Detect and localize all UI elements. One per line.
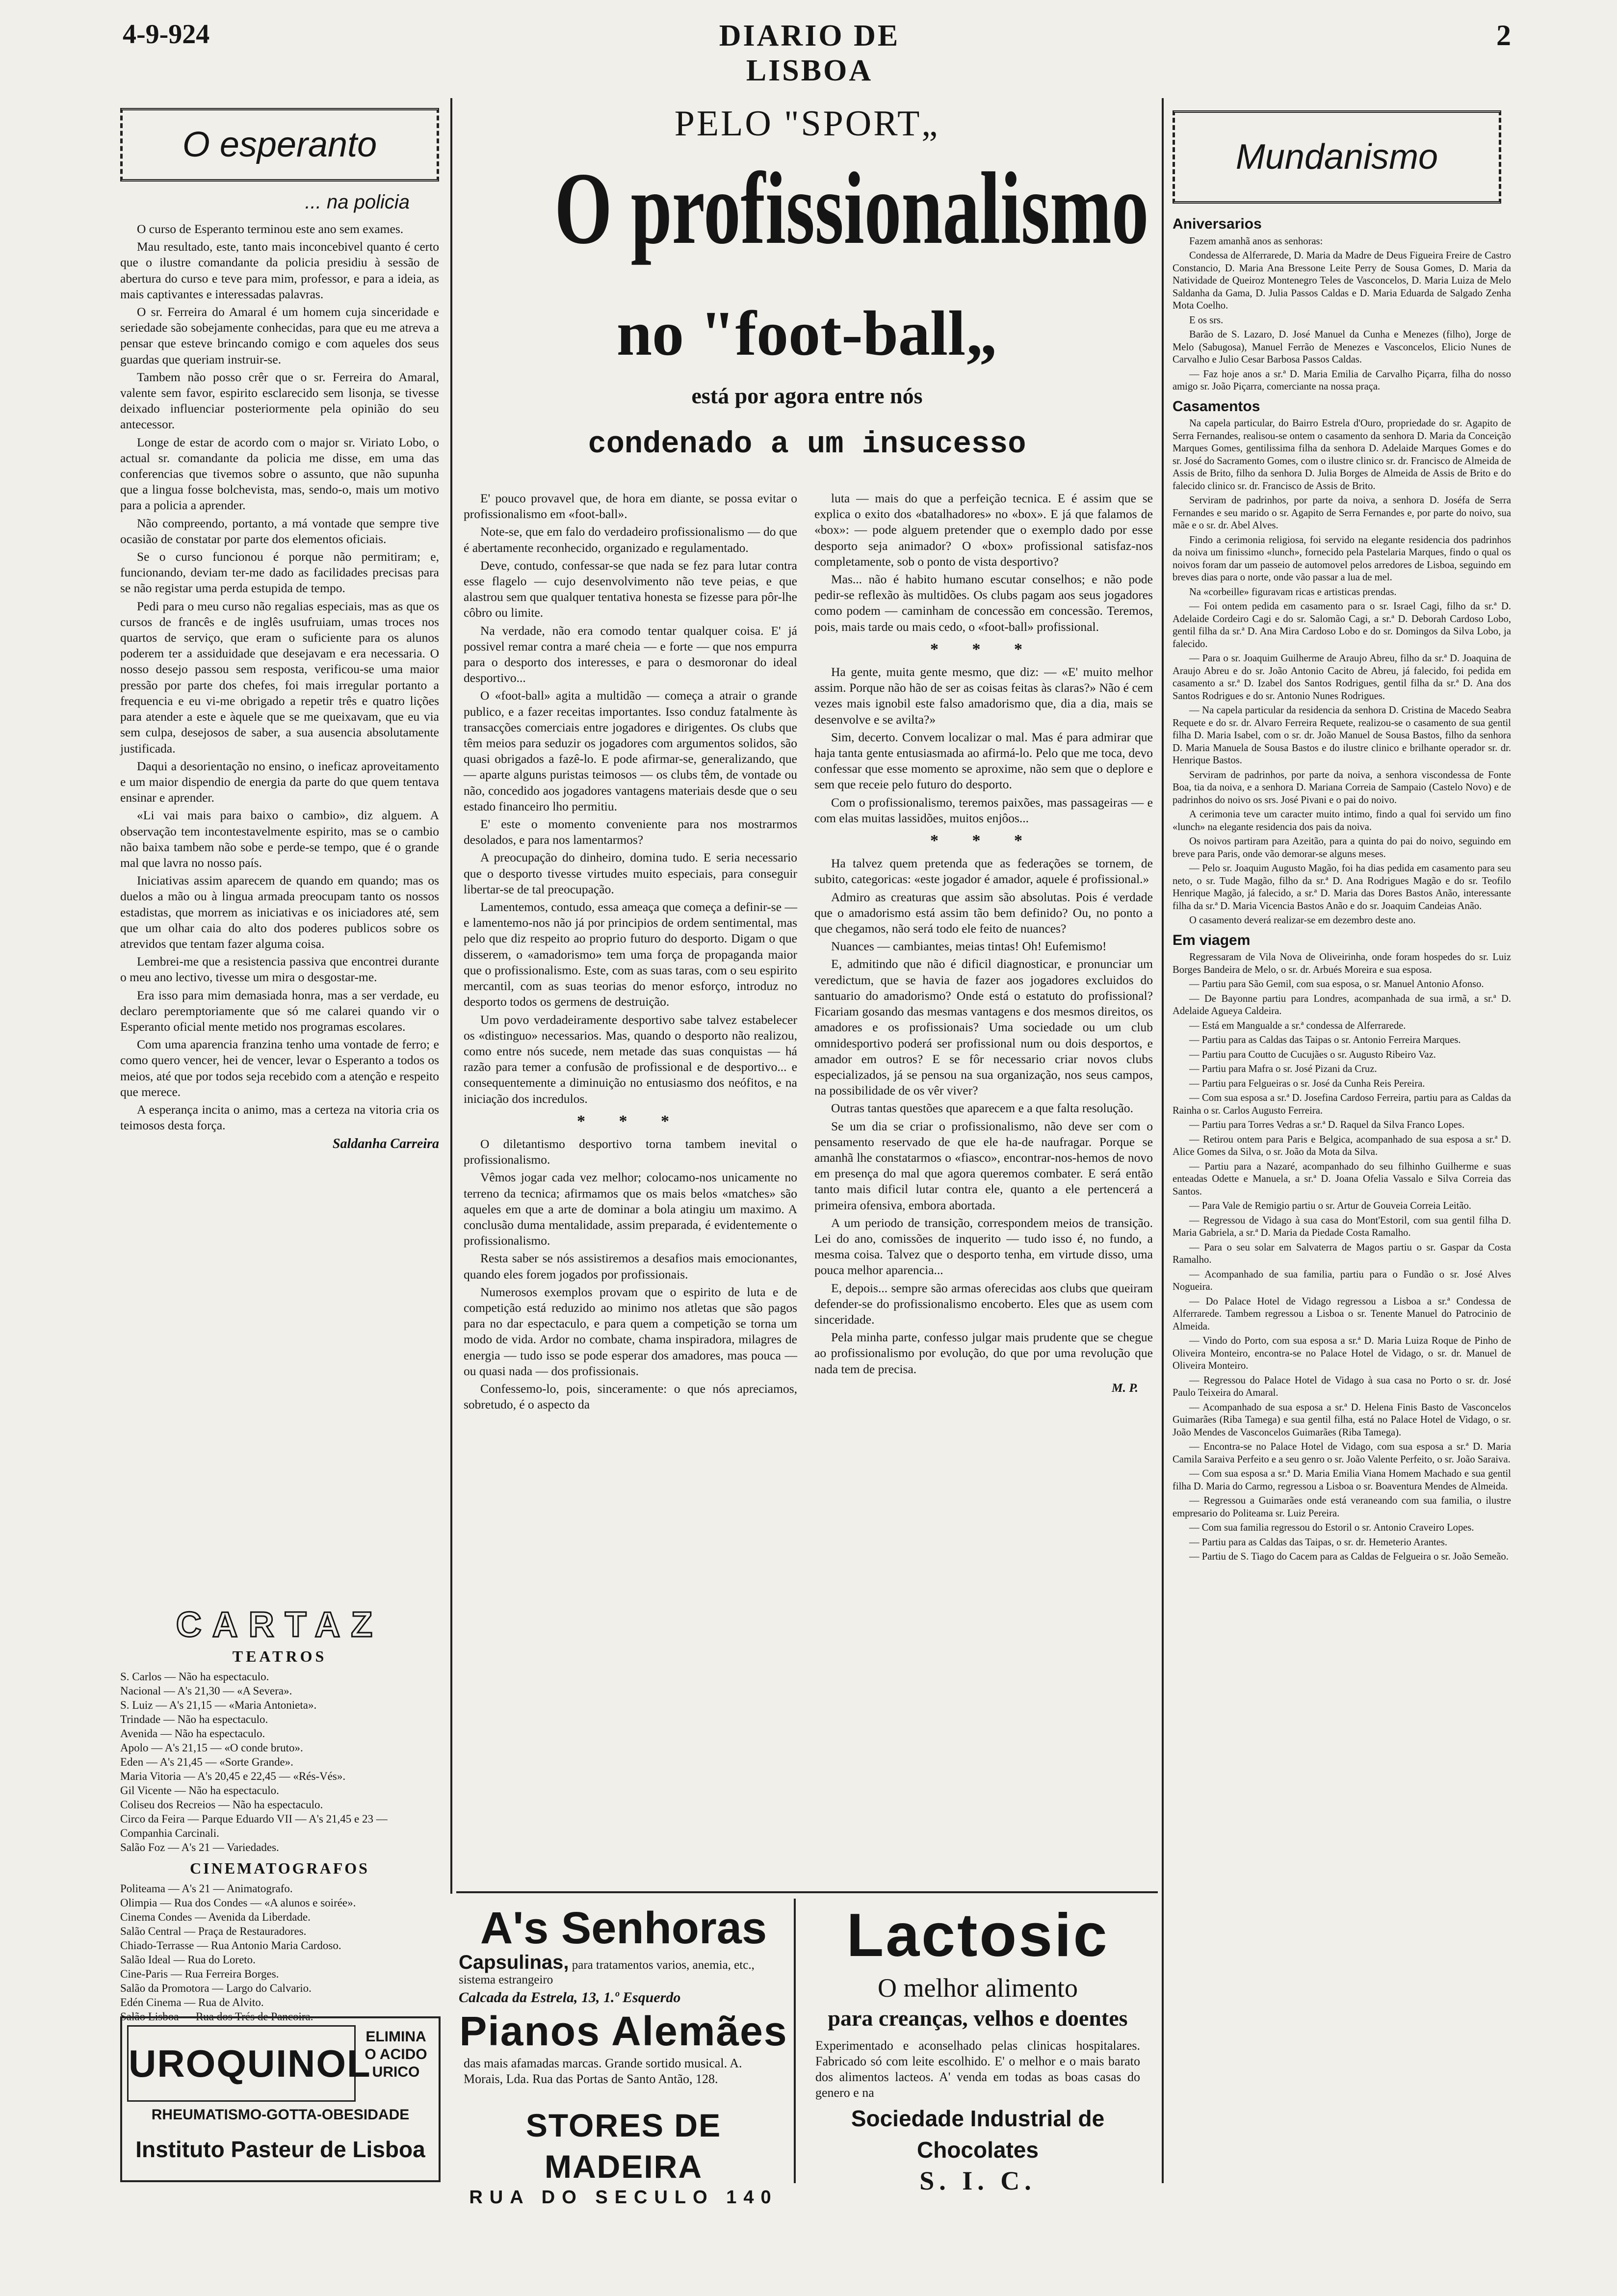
sport-paragraph: luta — mais do que a perfeição tecnica. E é assim que se explica o exito dos «batalhadores» no «box». E já que falamos de «box»: — pode alguem pretender que o exemplo dado por esse desporto seja animador? O «box» profissional satisfaz-nos completamente, sob o ponto de vista desportivo? (814, 491, 1153, 569)
esperanto-paragraph: Lembrei-me que a resistencia passiva que encontrei durante o meu ano lectivo, tivesse um mira o desgostar-me. (120, 954, 439, 985)
senhoras-caps: Capsulinas, (459, 1952, 569, 1973)
teatro-listing: Trindade — Não ha espectaculo. (120, 1713, 268, 1725)
page-number: 2 (1496, 19, 1511, 52)
cinema-listing: Salão Lisboa — Rua dos Trés de Pancoira. (120, 2010, 313, 2023)
section-separator: * * * (930, 640, 1037, 658)
em-viagem-paragraph: — Com sua esposa a sr.ª D. Josefina Cardoso Ferreira, partiu para as Caldas da Rainha o sr. Carlos Augusto Ferreira. (1173, 1093, 1511, 1116)
cinema-listing: Salão Central — Praça de Restauradores. (120, 1925, 307, 1937)
teatro-listing: Circo da Feira — Parque Eduardo VII — A's 21,45 e 23 — Companhia Carcinali. (120, 1813, 388, 1839)
em-viagem-body (1173, 951, 1511, 1564)
em-viagem-paragraph: — Com sua esposa a sr.ª D. Maria Emilia Viana Homem Machado e sua gentil filha D. Maria do Carmo, regressou a Lisboa o sr. Boaventura Mendes de Almeida. (1173, 1468, 1511, 1492)
casamentos-paragraph: Serviram de padrinhos, por parte da noiva, a senhora viscondessa de Fonte Boa, tia da noiva, e a senhora D. Mariana Correia de Sampaio (Castelo Novo) e de padrinhos do noivo os srs. José Pivani e o pai do noivo. (1173, 769, 1511, 806)
lactosic-text: Experimentado e aconselhado pelas clinicas hospitalares. Fabricado só com leite escolhido. E' o melhor e o mais barato dos alimentos lacteos. A' venda em todas as boas casas do genero e na (815, 2038, 1140, 2100)
casamentos-paragraph: Os noivos partiram para Azeitão, para a quinta do pai do noivo, seguindo em breve para Paris, onde vão demorar-se alguns meses. (1173, 836, 1511, 860)
sport-paragraph: Resta saber se nós assistiremos a desafios mais emocionantes, quando eles forem jogados por profissionais. (464, 1251, 797, 1281)
cinema-listing: Edén Cinema — Rua de Alvito. (120, 1996, 264, 2009)
em-viagem-paragraph: — Partiu para Felgueiras o sr. José da Cunha Reis Pereira. (1189, 1078, 1425, 1089)
sport-author: M. P. (1111, 1380, 1138, 1395)
teatro-listing: Nacional — A's 21,30 — «A Severa». (120, 1685, 292, 1697)
cinema-listing: Cine-Paris — Rua Ferreira Borges. (120, 1968, 279, 1980)
esperanto-paragraph: Daqui a desorientação no ensino, o ineficaz aproveitamento e um maior dispendio de energia da parte do que quem tentava ensinar e aprender. (120, 758, 439, 805)
casamentos-paragraph: A cerimonia teve um caracter muito intimo, findo a qual foi servido um fino «lunch» na elegante residencia dos pais da noiva. (1173, 809, 1511, 833)
sport-paragraph: Sim, decerto. Convem localizar o mal. Mas é para admirar que haja tanta gente entusiasmada ao afirmá-lo. Pelo que me toca, devo confessar que esse momento se aproxime, não sem que o deplore e sem que receie pelo futuro do desporto. (814, 730, 1153, 792)
stores-address: RUA DO SECULO 140 (469, 2187, 778, 2208)
sport-headline-2: no "foot-ball„ (616, 298, 998, 369)
em-viagem-paragraph: — Regressou do Palace Hotel de Vidago à sua casa no Porto o sr. dr. José Paulo Teixeira do Amaral. (1173, 1375, 1511, 1398)
em-viagem-paragraph: — Partiu para as Caldas das Taipas o sr. Antonio Ferreira Marques. (1189, 1035, 1461, 1045)
sport-paragraph: Um povo verdadeiramente desportivo sabe talvez estabelecer os «distinguo» necessarios. Mas, quando o desporto não realizou, como entre nós sucede, nem metade das suas conquistas — há razão para temer a confusão de profissional e de desportivo... e consequentemente a diminuição no entusiasmo dos neófitos, e na iniciação dos incredulos. (464, 1012, 797, 1106)
issue-date: 4-9-924 (123, 19, 210, 50)
em-viagem-paragraph: — Retirou ontem para Paris e Belgica, acompanhado de sua esposa a sr.ª D. Alice Gomes da Silva, o sr. João da Mota da Silva. (1173, 1134, 1511, 1157)
uroquinol-ad (120, 2016, 441, 2182)
teatro-listing: Eden — A's 21,45 — «Sorte Grande». (120, 1756, 293, 1768)
casamentos-paragraph: — Na capela particular da residencia da senhora D. Cristina de Macedo Seabra Requete e do sr. dr. Alvaro Ferreira Requete, realizou-se o casamento de sua gentil filha D. Maria Isabel, com o sr. dr. João Manuel de Sousa Bastos, filho da senhora D. Maria Manuela de Sousa Bastos e do ilustre clinico e brilhante operador sr. dr. Henrique Bastos. (1173, 705, 1511, 766)
senhoras-text: para tratamentos varios, anemia, etc., sistema estrangeiro (459, 1958, 755, 1986)
masthead: DIARIO DE LISBOA (719, 19, 900, 87)
column-rule-right (1162, 98, 1164, 2183)
mundanismo-title: Mundanismo (1235, 137, 1438, 177)
em-viagem-paragraph: — Do Palace Hotel de Vidago regressou a Lisboa a sr.ª Condessa de Alferrarede. Tambem regressou a Lisboa o sr. Tenente Manuel do Patrocinio de Almeida. (1173, 1296, 1511, 1332)
sport-paragraph: Confessemo-lo, pois, sinceramente: o que nós apreciamos, sobretudo, é o aspecto da (464, 1381, 797, 1412)
casamentos-paragraph: Na «corbeille» figuravam ricas e artisticas prendas. (1189, 586, 1397, 598)
esperanto-paragraph: Mau resultado, este, tanto mais inconcebivel quanto é certo que o ilustre comandante da policia presidiu à sessão de abertura do curso e teve para mim, professor, e para a ideia, as mais captivantes e interessadas palavras. (120, 239, 439, 301)
sport-paragraph: A um periodo de transição, correspondem meios de transição. Lei do ano, comissões de inquerito — tudo isso é, no fundo, a mesma coisa. Talvez que o desporto tenha, em virtude disso, uma pouca melhor aparencia... (814, 1215, 1153, 1278)
aniversarios-paragraph: — Faz hoje anos a sr.ª D. Maria Emilia de Carvalho Piçarra, filha do nosso amigo sr. João Piçarra, comerciante na nossa praça. (1173, 368, 1511, 392)
uroquinol-conditions: RHEUMATISMO-GOTTA-OBESIDADE (151, 2107, 410, 2123)
em-viagem-paragraph: — Para o seu solar em Salvaterra de Magos partiu o sr. Gaspar da Costa Ramalho. (1173, 1242, 1511, 1265)
esperanto-paragraph: Tambem não posso crêr que o sr. Ferreira do Amaral, valente sem favor, espirito esclarecido sem lisonja, se tivesse deixado influenciar posteriormente pela opinião do seu antecessor. (120, 369, 439, 432)
mundanismo-column (1173, 211, 1511, 2178)
cinemas-list (120, 1881, 439, 2024)
em-viagem-paragraph: — Com sua familia regressou do Estoril o sr. Antonio Craveiro Lopes. (1189, 1522, 1474, 1533)
casamentos-paragraph: Serviram de padrinhos, por parte da noiva, a senhora D. Joséfa de Serra Fernandes e seu marido o sr. Agapito de Serra Fernandes e, por parte do noivo, sua mãe e o sr. dr. Abel Alves. (1173, 495, 1511, 531)
sport-paragraph: Na verdade, não era comodo tentar qualquer coisa. E' já possivel remar contra a maré cheia — e forte — que nos empurra para o desporto dos interesses, e para o desmoronar do ideal desportivo... (464, 623, 797, 685)
sport-paragraph: Outras tantas questões que aparecem e a que falta resolução. (831, 1101, 1133, 1116)
uroquinol-side: ELIMINA O ACIDO URICO (365, 2029, 427, 2080)
esperanto-body (120, 221, 439, 1133)
esperanto-paragraph: Iniciativas assim aparecem de quando em quando; mas os duelos a mão ou à lingua armada preocupam tanto os nossos estadistas, que morrem as iniciativas e os iniciadores até, sem que um olhar caia do alto dos poderes publicos sobre os atrevidos que tentam fazer alguma coisa. (120, 873, 439, 951)
esperanto-column (120, 189, 439, 1597)
sport-paragraph: Vêmos jogar cada vez melhor; colocamo-nos unicamente no terreno da tecnica; afirmamos que os mais belos «matches» são aqueles em que a arte de dominar a bola atingiu um maximo. A conclusão duma mentalidade, assim preparada, é evidentemente o profissionalismo. (464, 1170, 797, 1248)
senhoras-address: Calcada da Estrela, 13, 1.º Esquerdo (459, 1989, 681, 2006)
sport-deck: está por agora entre nós (691, 383, 923, 408)
sport-paragraph: A preocupação do dinheiro, domina tudo. E seria necessario que o desporto tivesse virtudes muito especiais, para conseguir libertar-se de tal preocupação. (464, 850, 797, 896)
esperanto-paragraph: Não compreendo, portanto, a má vontade que sempre tive ocasião de constatar por parte dos elementos oficiais. (120, 516, 439, 546)
lactosic-subtitle-2: para creanças, velhos e doentes (828, 2006, 1128, 2031)
senhoras-ad (459, 1901, 788, 2006)
sport-column-2 (814, 491, 1153, 1884)
pianos-title: Pianos Alemães (459, 2008, 788, 2054)
ads-rule (456, 1891, 1158, 1893)
sport-paragraph: E' este o momento conveniente para nos mostrarmos desolados, e para nos lamentarmos? (464, 817, 797, 847)
lactosic-ad (801, 1899, 1155, 2195)
esperanto-paragraph: O sr. Ferreira do Amaral é um homem cuja sinceridade e seriedade são sobejamente conhecidas, para que eu me atreva a pensar que esteve brincando comigo e com aqueles dos seus guardas que queriam instruir-se. (120, 305, 439, 366)
sport-kicker: PELO "SPORT„ (674, 104, 940, 144)
teatro-listing: Maria Vitoria — A's 20,45 e 22,45 — «Rés-Vés». (120, 1770, 346, 1782)
sport-paragraph: Admiro as creaturas que assim são absolutas. Pois é verdade que o amadorismo está assim tão bem definido? Ou, no ponto a que chegamos, não será todo ele feito de nuances? (814, 889, 1153, 936)
em-viagem-paragraph: — De Bayonne partiu para Londres, acompanhada de sua irmã, a sr.ª D. Adelaide Agueya Caldeira. (1173, 993, 1511, 1017)
em-viagem-paragraph: — Acompanhado de sua esposa a sr.ª D. Helena Finis Basto de Vasconcelos Guimarães (Riba Tamega) e sua gentil filha, está no Palace Hotel de Vidago, o sr. João Mendes de Vasconcelos Guimarães (Riba Tamega). (1173, 1402, 1511, 1438)
sport-paragraph: E, admitindo que não é dificil diagnosticar, e pronunciar um veredictum, que se havia de fazer aos jogadores excluidos do santuario do amadorismo? Onde está o estatuto do profissional? Ficariam gosando das mesmas vantagens e dos mesmos direitos, os amadores e os profissionais? Uma sociedade ou um club omnidesportivo poderá ser profissional num ou dois desportos, e amador em outros? E se fôr necessario criar novos clubs especializados, já se pensou na sua organização, nos seus campos, na possibilidade de os vêr viver? (814, 957, 1153, 1098)
cinema-listing: Politeama — A's 21 — Animatografo. (120, 1882, 293, 1895)
lactosic-company: Sociedade Industrial de Chocolates (851, 2106, 1105, 2163)
aniversarios-title: Aniversarios (1173, 216, 1262, 232)
em-viagem-paragraph: Regressaram de Vila Nova de Oliveirinha, onde foram hospedes do sr. Luiz Borges Bandeira de Melo, o sr. dr. Arbués Moreira e sua esposa. (1173, 952, 1511, 975)
sport-paragraph: Ha talvez quem pretenda que as federações se tornem, de subito, categoricas: «este jogador é amador, aquele é profissional.» (814, 856, 1153, 887)
sport-paragraph: O diletantismo desportivo torna tambem inevital o profissionalismo. (464, 1136, 797, 1167)
esperanto-subtitle: ... na policia (305, 191, 410, 213)
esperanto-paragraph: Com uma aparencia franzina tenho uma vontade de ferro; e como quero vencer, hei de vencer, levar o Esperanto a todos os meios, até que por todos seja recebido com a atenção e respeito que merece. (120, 1037, 439, 1099)
teatro-listing: S. Luiz — A's 21,15 — «Maria Antonieta». (120, 1699, 317, 1711)
sport-paragraph: Note-se, que em falo do verdadeiro profissionalismo — do que é abertamente reconhecido, organizado e regulamentado. (464, 524, 797, 555)
em-viagem-paragraph: — Partiu para Coutto de Cucujães o sr. Augusto Ribeiro Vaz. (1189, 1049, 1436, 1060)
em-viagem-paragraph: — Partiu para São Gemil, com sua esposa, o sr. Manuel Antonio Afonso. (1189, 979, 1484, 990)
pianos-ad (459, 2007, 788, 2095)
em-viagem-title: Em viagem (1173, 932, 1251, 948)
cinema-listing: Salão Ideal — Rua do Loreto. (120, 1954, 256, 1966)
cartaz-title: CARTAZ (176, 1605, 384, 1644)
lactosic-title: Lactosic (846, 1902, 1109, 1969)
cinema-listing: Salão da Promotora — Largo do Calvario. (120, 1982, 312, 1994)
em-viagem-paragraph: — Partiu para a Nazaré, acompanhado do seu filhinho Guilherme e suas enteadas Odette e Manuela, a sr.ª D. Joana Ofelia Vassalo e Silva Correia das Santos. (1173, 1161, 1511, 1197)
teatro-listing: Salão Foz — A's 21 — Variedades. (120, 1841, 279, 1853)
cartaz-section (120, 1604, 439, 2023)
esperanto-author: Saldanha Carreira (332, 1136, 439, 1152)
casamentos-paragraph: — Pelo sr. Joaquim Augusto Magão, foi ha dias pedida em casamento para seu neto, o sr. Tude Magão, filho da sr.ª D. Ana Rodrigues Magão e do sr. Teofilo Henrique Magão, já falecido, a sr.ª D. Maria das Dores Bastos Anão, interessante filha da sr.ª D. Maria Vicencia Bastos Anão e do sr. Joaquim Candeias Anão. (1173, 863, 1511, 912)
lactosic-subtitle: O melhor alimento (878, 1973, 1078, 2003)
cinema-listing: Olimpia — Rua dos Condes — «A alunos e soirée». (120, 1897, 356, 1909)
em-viagem-paragraph: — Está em Mangualde a sr.ª condessa de Alferrarede. (1189, 1020, 1406, 1031)
teatro-listing: Apolo — A's 21,15 — «O conde bruto». (120, 1742, 303, 1754)
casamentos-paragraph: O casamento deverá realizar-se em dezembro deste ano. (1189, 915, 1416, 926)
page-header (0, 0, 1617, 87)
esperanto-paragraph: A esperança incita o animo, mas a certeza na vitoria cria os teimosos desta força. (120, 1102, 439, 1133)
sport-paragraph: Deve, contudo, confessar-se que nada se fez para lutar contra esse flagelo — cujo desenvolvimento não teve peias, e que alastrou sem que qualquer tentativa honesta se fizesse para pôr-lhe côbro ou limite. (464, 558, 797, 620)
senhoras-title: A's Senhoras (480, 1903, 767, 1953)
sport-paragraph: Com o profissionalismo, teremos paixões, mas passageiras — e com elas muitas lassidões, muitos enjôos... (814, 795, 1153, 825)
sport-paragraph: Numerosos exemplos provam que o espirito de luta e de competição está reduzido ao minimo nos atletas que são pagos para no dar espectaculo, e para quem a competição se torna um modo de vida. Ardor no combate, chama inspiradora, milagres de energia — tudo isso se pode esperar dos amadores, mas pouca — ou quasi nada — dos profissionais. (464, 1284, 797, 1378)
sport-column-1 (464, 491, 797, 1884)
em-viagem-paragraph: — Para Vale de Remigio partiu o sr. Artur de Gouveia Correia Leitão. (1189, 1200, 1471, 1211)
esperanto-paragraph: «Li vai mais para baixo o cambio», diz alguem. A observação tem incontestavelmente espirito, mas se o cambio não baixa tambem não sobe e perde-se tempo, que é o grande mal que lavra no nosso país. (120, 808, 439, 870)
sport-paragraph: Lamentemos, contudo, essa ameaça que começa a definir-se — e lamentemo-nos não já por principios de ordem sentimental, mas pelo que diz respeito ao proprio futuro do desporto. Digam o que disserem, o «amadorismo» tem uma força de propaganda maior que o profissionalismo. Este, com as suas taras, com o seu espirito mercantil, com as suas teorias do menor esforço, introduz no desporto todos os germens de destruição. (464, 900, 797, 1009)
em-viagem-paragraph: — Encontra-se no Palace Hotel de Vidago, com sua esposa a sr.ª D. Maria Camila Saraiva Perfeito e a seu genro o sr. João Valente Perfeito, o sr. João Saraiva. (1173, 1441, 1511, 1465)
em-viagem-paragraph: — Partiu de S. Tiago do Cacem para as Caldas de Felgueira o sr. João Semeão. (1189, 1551, 1509, 1562)
sport-paragraph: Pela minha parte, confesso julgar mais prudente que se chegue ao profissionalismo por evolução, do que por uma revolução que nada tem de precisa. (814, 1330, 1153, 1376)
section-separator: * * * (930, 832, 1037, 850)
casamentos-paragraph: — Para o sr. Joaquim Guilherme de Araujo Abreu, filho da sr.ª D. Joaquina de Araujo Abreu e do sr. João Antonio Cacito de Abreu, já falecido, foi pedida em casamento a sr.ª D. Izabel dos Santos Rodrigues, gentil filha da sr.ª D. Ana dos Santos Rodrigues e do sr. Antonio Nunes Rodrigues. (1173, 653, 1511, 702)
aniversarios-paragraph: Condessa de Alferrarede, D. Maria da Madre de Deus Figueira Freire de Castro Constancio, D. Maria Ana Bressone Leite Perry de Sousa Gomes, D. Maria da Natividade de Queiroz Montenegro Teles de Vasconcelos, D. Maria Luiza de Melo Saldanha da Gama, D. Julia Passos Caldas e D. Maria Eduarda de Salgado Zenha Mota Coelho. (1173, 250, 1511, 311)
teatro-listing: S. Carlos — Não ha espectaculo. (120, 1670, 269, 1683)
column-rule-left (450, 98, 452, 1894)
casamentos-paragraph: Na capela particular, do Bairro Estrela d'Ouro, propriedade do sr. Agapito de Serra Fernandes, realisou-se ontem o casamento da senhora D. Maria da Conceição Marques Gomes, gentilissima filha da senhora D. Adelaide Marques Gomes e do sr. José do Sacramento Gomes, com o ilustre clinico sr. dr. Francisco de Almeida de Assis de Brito, filho da senhora D. Julia Borges de Almeida de Assis de Brito e do falecido clinico sr. dr. Francisco de Assis de Brito. (1173, 418, 1511, 492)
aniversarios-body (1173, 235, 1511, 393)
stores-ad (459, 2105, 788, 2208)
sport-paragraph: E, depois... sempre são armas oferecidas aos clubs que queiram defender-se do profissionalismo encoberto. Eles que as usem com sinceridade. (814, 1280, 1153, 1327)
sport-paragraph: Se um dia se criar o profissionalismo, não deve ser com o pensamento reservado de que ele ha-de naufragar. Porque se amanhã lhe constatarmos o «fiasco», encontrar-nos-hemos de novo em presença do mal que agora queremos combater. E será então tanto mais dificil lutar contra ele, quanto a ele pertencerá a primeira ofensiva, embora abortada. (814, 1119, 1153, 1212)
sport-paragraph: Ha gente, muita gente mesmo, que diz: — «E' muito melhor assim. Porque não hão de ser as coisas feitas às claras?» Não é cem vezes mais ignobil este falso amadorismo que, dia a dia, mais se desenvolve e se avilta?» (814, 665, 1153, 727)
em-viagem-paragraph: — Regressou a Guimarães onde está veraneando com sua familia, o ilustre empresario do Politeama sr. Luiz Pereira. (1173, 1495, 1511, 1519)
lactosic-sic: S. I. C. (919, 2166, 1036, 2195)
aniversarios-paragraph: Fazem amanhã anos as senhoras: (1189, 235, 1323, 247)
em-viagem-paragraph: — Regressou de Vidago à sua casa do Mont'Estoril, com sua gentil filha D. Maria Gabriela, a sr.ª D. Maria da Piedade Costa Ramalho. (1173, 1215, 1511, 1238)
em-viagem-paragraph: — Partiu para as Caldas das Taipas, o sr. dr. Hemeterio Arantes. (1189, 1537, 1448, 1548)
esperanto-paragraph: Era isso para mim demasiada honra, mas a ser verdade, eu declaro peremptoriamente que só me calarei quando vir o Esperanto oficial mente metido nos programas escolares. (120, 988, 439, 1034)
em-viagem-paragraph: — Acompanhado de sua familia, partiu para o Fundão o sr. José Alves Nogueira. (1173, 1269, 1511, 1292)
em-viagem-paragraph: — Partiu para Mafra o sr. José Pizani da Cruz. (1189, 1064, 1377, 1074)
esperanto-paragraph: Longe de estar de acordo com o major sr. Viriato Lobo, o actual sr. comandante da policia me disse, em uma das conferencias que tivemos sobre o assunto, que não supunha que a lingua fosse bolchevista, mas, sendo-o, mais um motivo para a policia a aprender. (120, 435, 439, 513)
casamentos-body (1173, 417, 1511, 927)
casamentos-paragraph: — Foi ontem pedida em casamento para o sr. Israel Cagi, filho da sr.ª D. Adelaide Cordeiro Cagi e do sr. Salomão Cagi, a sr.ª D. Deborah Cardoso Lobo, gentil filha da sr.ª D. Ana Mira Cardoso Lobo e do sr. Domingos da Silva Lobo, ja falecido. (1173, 601, 1511, 650)
esperanto-title: O esperanto (182, 125, 377, 164)
stores-title: STORES DE MADEIRA (525, 2107, 722, 2185)
casamentos-paragraph: Findo a cerimonia religiosa, foi servido na elegante residencia dos padrinhos da noiva um finissimo «lunch», fornecido pela Pastelaria Marques, findo o qual os noivos foram dar um passeio de automovel pelos arredores de Lisboa, seguindo em breves dias para o norte, onde vão passar a lua de mel. (1173, 534, 1511, 583)
uroquinol-institute: Instituto Pasteur de Lisboa (135, 2137, 425, 2162)
teatros-title: TEATROS (232, 1647, 327, 1665)
cinema-listing: Chiado-Terrasse — Rua Antonio Maria Cardoso. (120, 1939, 341, 1952)
sport-headline: O profissionalismo (554, 152, 1149, 265)
section-separator: * * * (577, 1112, 684, 1130)
sport-deck-2: condenado a um insucesso (588, 427, 1026, 462)
teatros-list (120, 1670, 439, 1854)
teatro-listing: Gil Vicente — Não ha espectaculo. (120, 1784, 279, 1797)
em-viagem-paragraph: — Partiu para Torres Vedras a sr.ª D. Raquel da Silva Franco Lopes. (1189, 1120, 1465, 1130)
mundanismo-title-box (1173, 110, 1501, 204)
sport-paragraph: E' pouco provavel que, de hora em diante, se possa evitar o profissionalismo em «foot-ball». (464, 491, 797, 522)
pianos-text: das mais afamadas marcas. Grande sortido musical. A. Morais, Lda. Rua das Portas de Santo Antão, 128. (464, 2056, 742, 2086)
cinema-listing: Cinema Condes — Avenida da Liberdade. (120, 1911, 311, 1923)
ads-divider (794, 1899, 796, 2183)
esperanto-paragraph: Se o curso funcionou é porque não permitiram; e, funcionando, deviam ter-me dado as facilidades precisas para se não registar uma perda estupida de tempo. (120, 549, 439, 596)
sport-paragraph: Nuances — cambiantes, meias tintas! Oh! Eufemismo! (831, 939, 1107, 954)
aniversarios-paragraph: Barão de S. Lazaro, D. José Manuel da Cunha e Menezes (filho), Jorge de Melo (Sabugosa), Manuel Ferrão de Menezes e Vasconcelos, Elicio Nunes de Carvalho e Julio Cesar Barbosa Passos Caldas. (1173, 329, 1511, 365)
sport-paragraph: O «foot-ball» agita a multidão — começa a atrair o grande publico, e a fazer receitas importantes. Isso conduz fatalmente às transacções comerciais entre jogadores e dirigentes. Os clubs que têm meios para seduzir os jogadores com argumentos solidos, são quasi obrigados a fazê-lo. E pode afirmar-se, generalizando, que — aparte alguns puristas teimosos — os clubs têm, de vontade ou não, concedido aos jogadores vantagens materiais desde que o seu estado financeiro lho permitiu. (464, 688, 797, 813)
uroquinol-brand: UROQUINOL (129, 2042, 371, 2085)
teatro-listing: Coliseu dos Recreios — Não ha espectaculo. (120, 1799, 323, 1811)
teatro-listing: Avenida — Não ha espectaculo. (120, 1727, 265, 1740)
esperanto-paragraph: Pedi para o meu curso não regalias especiais, mas as que os cursos de francês e de inglês usufruiam, umas troces nos quartos de serviço, que eram o suficiente para os alunos poderem ter a assiduidade que desejavam e era necessaria. O nosso desejo passou sem resposta, verificou-se uma maior pressão por parte dos chefes, foi mais irregular portanto a frequencia e eu vi-me obrigado a repetir três e quatro lições para atender a este e àquele que se me queixavam, que eu via sem culpa, desejosos de saber, a sua ausencia absolutamente justificada. (120, 599, 439, 756)
sport-column-2-body (814, 491, 1153, 1377)
cinema-title: CINEMATOGRAFOS (190, 1859, 369, 1877)
casamentos-title: Casamentos (1173, 398, 1260, 415)
esperanto-title-box (120, 108, 439, 182)
aniversarios-paragraph: E os srs. (1189, 314, 1224, 326)
esperanto-paragraph: O curso de Esperanto terminou este ano sem exames. (137, 222, 404, 236)
em-viagem-paragraph: — Vindo do Porto, com sua esposa a sr.ª D. Maria Luiza Roque de Pinho de Oliveira Monteiro, encontra-se no Palace Hotel de Vidago, o sr. dr. Manuel de Oliveira Monteiro. (1173, 1335, 1511, 1371)
sport-paragraph: Mas... não é habito humano escutar conselhos; e não pode pedir-se reflexão às multidões. Os clubs pagam aos seus jogadores como podem — caminham de concessão em concessão. Teremos, pois, mais tarde ou mais cedo, o «foot-ball» profissional. (814, 572, 1153, 634)
